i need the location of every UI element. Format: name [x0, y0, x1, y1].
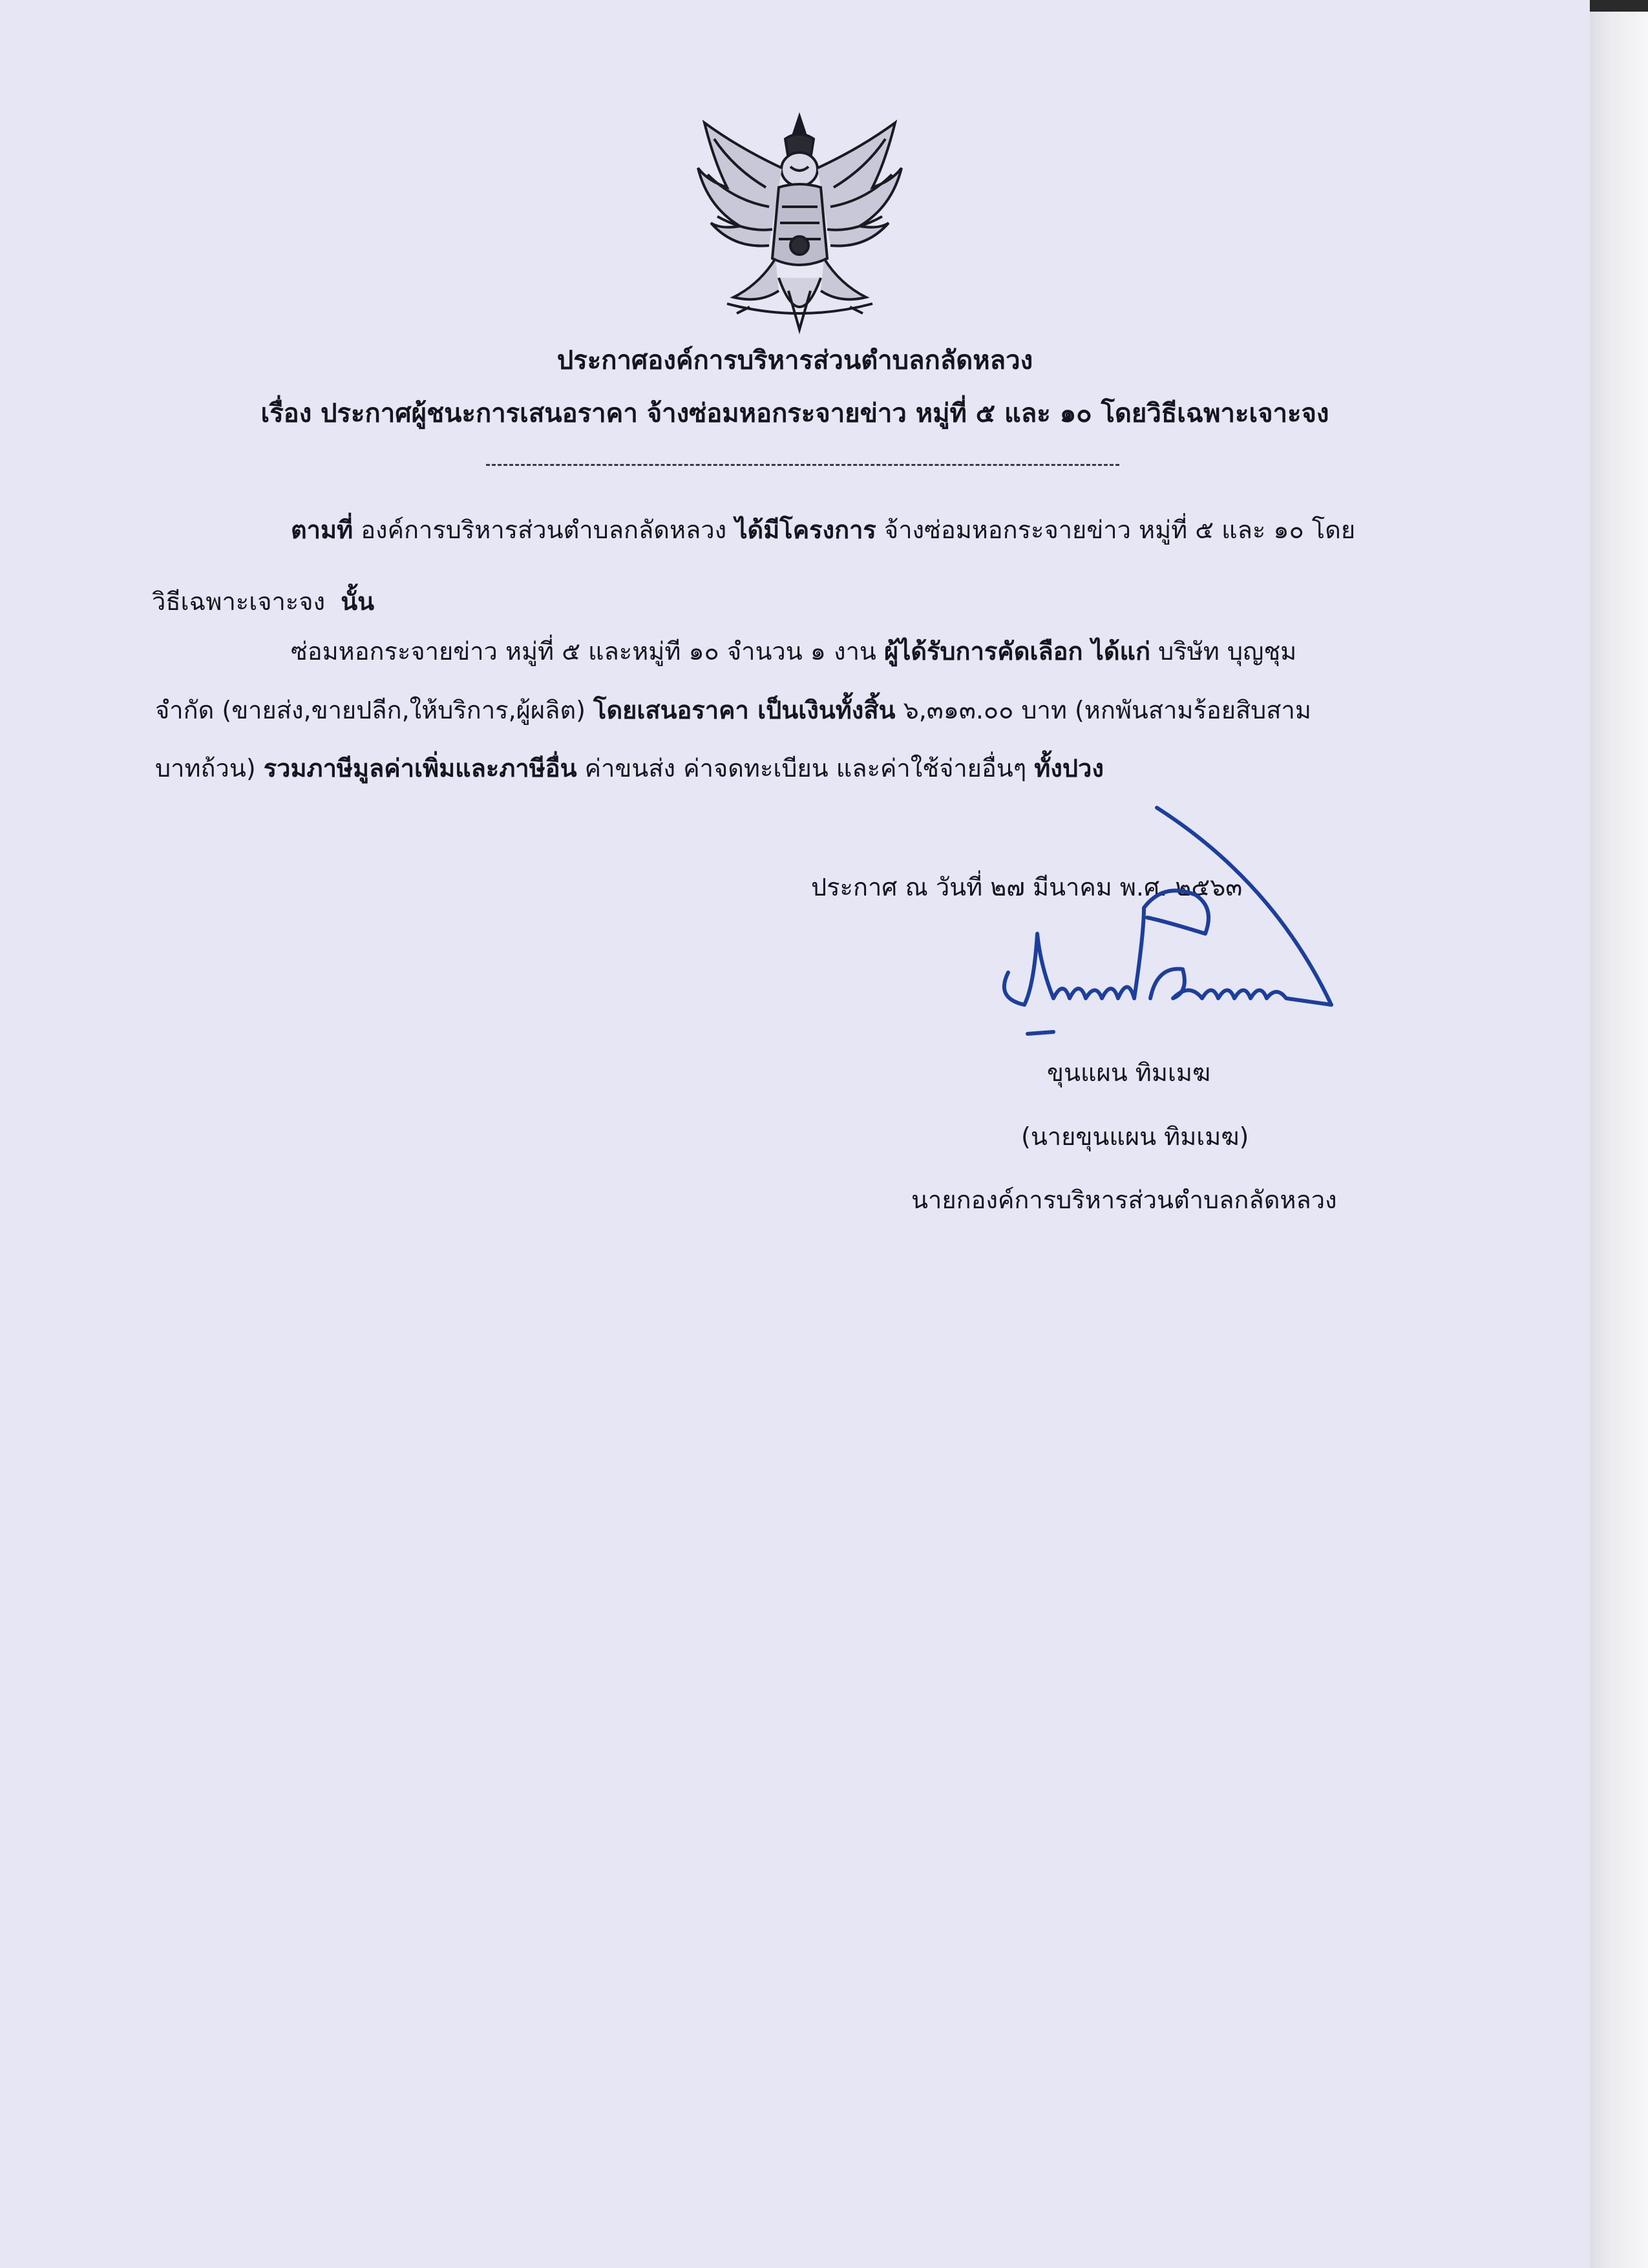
document-title: ประกาศองค์การบริหารส่วนตำบลกลัดหลวง [556, 346, 1033, 375]
paragraph-1-line-1 [291, 513, 1355, 547]
document-subject: เรื่อง ประกาศผู้ชนะการเสนอราคา จ้างซ่อมหอกระจายข่าว หมู่ที่ ๕ และ ๑๐ โดยวิธีเฉพาะเจาะจง [260, 399, 1329, 428]
garuda-emblem-icon [688, 110, 911, 339]
text: จำกัด (ขายส่ง,ขายปลีก,ให้บริการ,ผู้ผลิต) [155, 696, 594, 724]
text-bold: ได้มีโครงการ [726, 516, 876, 544]
announce-date: ประกาศ ณ วันที่ ๒๗ มีนาคม พ.ศ. ๒๕๖๓ [811, 873, 1243, 901]
text-bold: รวมภาษีมูลค่าเพิ่มและภาษีอื่น [263, 754, 577, 782]
text: บริษัท บุญชุม [1150, 637, 1297, 666]
text-bold: ตามที่ [291, 516, 354, 544]
text: จ้างซ่อมหอกระจายข่าว หมู่ที่ ๕ และ ๑๐ โดย [876, 516, 1356, 544]
signer-title: นายกองค์การบริหารส่วนตำบลกลัดหลวง [911, 1186, 1337, 1214]
text-bold: ผู้ได้รับการคัดเลือก ได้แก่ [883, 637, 1151, 666]
text: บาทถ้วน) [155, 754, 264, 782]
text-bold: โดยเสนอราคา เป็นเงินทั้งสิ้น [593, 696, 896, 724]
text: วิธีเฉพาะเจาะจง [152, 587, 326, 616]
text-bold: นั้น [341, 587, 375, 616]
text: ๖,๓๑๓.๐๐ บาท (หกพันสามร้อยสิบสาม [895, 696, 1311, 724]
text: ค่าขนส่ง ค่าจดทะเบียน และค่าใช้จ่ายอื่นๆ [576, 754, 1035, 782]
text: องค์การบริหารส่วนตำบลกลัดหลวง [353, 516, 727, 544]
paragraph-1-line-2 [152, 585, 374, 618]
paragraph-2-line-1 [291, 635, 1296, 668]
text: ซ่อมหอกระจายข่าว หมู่ที่ ๕ และหมู่ที ๑๐ จำนวน ๑ งาน [291, 637, 884, 666]
divider [486, 464, 1119, 466]
signer-full-name: (นายขุนแผน ทิมเมฆ) [1021, 1122, 1249, 1151]
text-bold: ทั้งปวง [1034, 754, 1104, 782]
handwritten-signature-icon [950, 804, 1351, 1050]
paragraph-2-line-2 [155, 693, 1311, 727]
signer-name: ขุนแผน ทิมเมฆ [1047, 1058, 1211, 1087]
scan-margin [1589, 0, 1648, 2268]
paragraph-2-line-3 [155, 751, 1104, 785]
scan-corner [1589, 0, 1648, 12]
